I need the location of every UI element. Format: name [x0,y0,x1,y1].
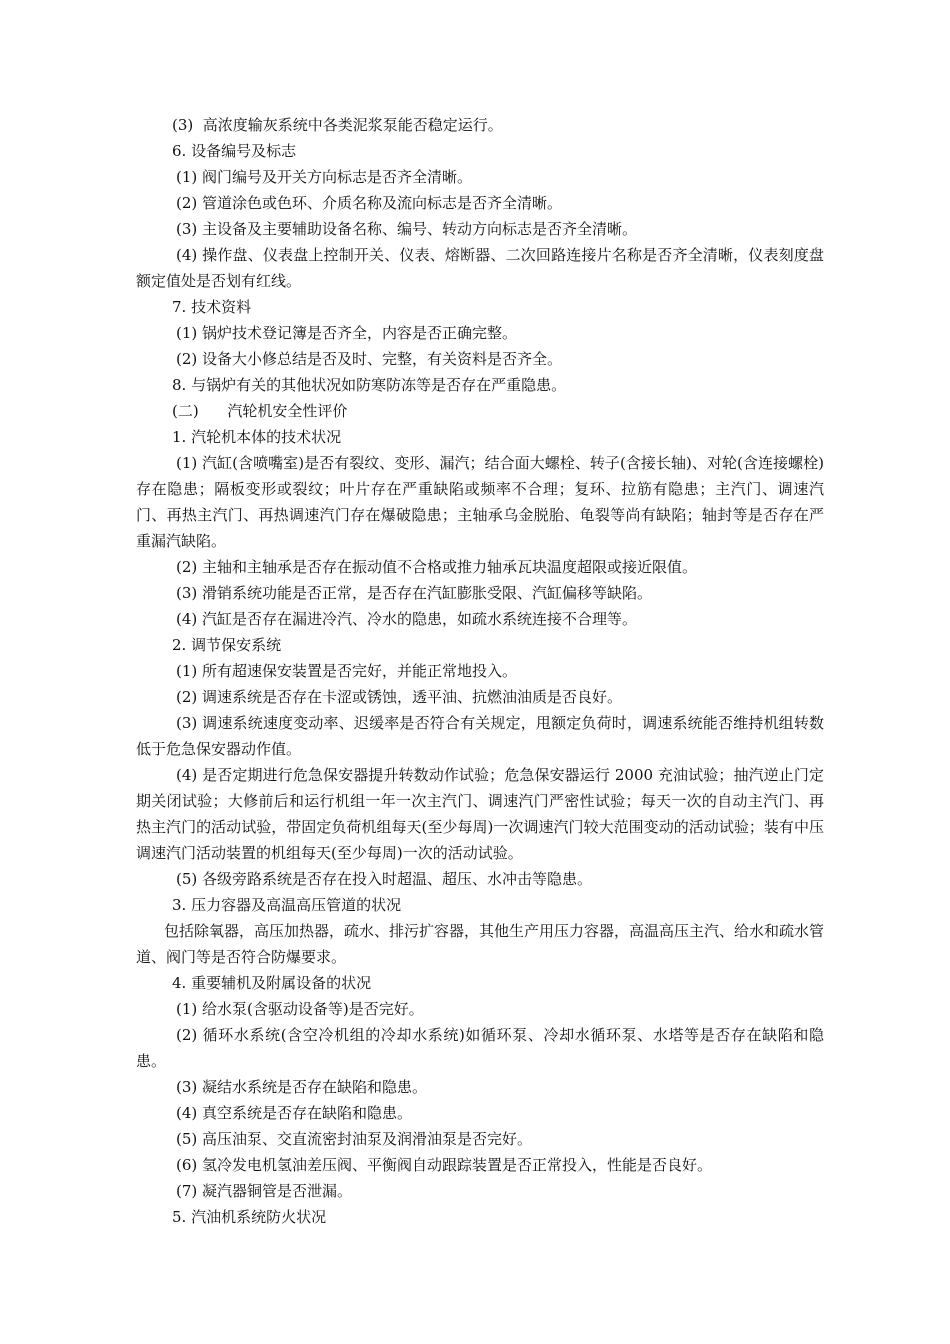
item-t2-1: (1) 所有超速保安装置是否完好，并能正常地投入。 [176,662,518,680]
heading-8-other-conditions: 8. 与锅炉有关的其他状况如防寒防冻等是否存在严重隐患。 [172,376,567,394]
item-6-3: (3) 主设备及主要辅助设备名称、编号、转动方向标志是否齐全清晰。 [176,220,638,238]
item-t4-5: (5) 高压油泵、交直流密封油泵及润滑油泵是否完好。 [176,1130,533,1148]
item-t1-3: (3) 滑销系统功能是否正常，是否存在汽缸膨胀受限、汽缸偏移等缺陷。 [176,584,653,602]
item-t4-3: (3) 凝结水系统是否存在缺陷和隐患。 [176,1078,428,1096]
heading-4-auxiliaries: 4. 重要辅机及附属设备的状况 [172,974,372,992]
item-t4-4: (4) 真空系统是否存在缺陷和隐患。 [176,1104,413,1122]
section-2-turbine-safety: (二) 汽轮机安全性评价 [172,402,348,420]
item-t2-2: (2) 调速系统是否存在卡涩或锈蚀，透平油、抗燃油油质是否良好。 [176,688,623,706]
item-7-1: (1) 锅炉技术登记簿是否齐全，内容是否正确完整。 [176,324,518,342]
heading-1-turbine-body: 1. 汽轮机本体的技术状况 [172,428,342,446]
heading-6-equipment-marking: 6. 设备编号及标志 [172,142,297,160]
item-t1-2: (2) 主轴和主轴承是否存在振动值不合格或推力轴承瓦块温度超限或接近限值。 [176,558,698,576]
heading-3-pressure-vessels: 3. 压力容器及高温高压管道的状况 [172,896,402,914]
heading-2-governing-system: 2. 调节保安系统 [172,636,282,654]
document-body [136,112,824,1230]
item-t1-4: (4) 汽缸是否存在漏进冷汽、冷水的隐患，如疏水系统连接不合理等。 [176,610,638,628]
item-t4-2: (2) 循环水系统(含空冷机组的冷却水系统)如循环泵、冷却水循环泵、水塔等是否存在缺陷和隐患。 [136,1026,824,1070]
item-t2-5: (5) 各级旁路系统是否存在投入时超温、超压、水冲击等隐患。 [176,870,593,888]
item-t4-6: (6) 氢冷发电机氢油差压阀、平衡阀自动跟踪装置是否正常投入，性能是否良好。 [176,1156,713,1174]
item-t2-4: (4) 是否定期进行危急保安器提升转数动作试验；危急保安器运行 2000 充油试验；抽汽逆止门定期关闭试验；大修前后和运行机组一年一次主汽门、调速汽门严密性试验；每天一次的自动主汽门、再热主汽门的活动试验，带固定负荷机组每天(至少每周)一次调速汽门较大范围变动的活动试验；装有中压调速汽门活动装置的机组每天(至少每周)一次的活动试验。 [136,766,824,862]
item-t2-3: (3) 调速系统速度变动率、迟缓率是否符合有关规定，甩额定负荷时，调速系统能否维持机组转数低于危急保安器动作值。 [136,714,824,758]
item-6-1: (1) 阀门编号及开关方向标志是否齐全清晰。 [176,168,473,186]
paragraph-pressure-vessels: 包括除氧器，高压加热器，疏水、排污扩容器，其他生产用压力容器，高温高压主汽、给水和疏水管道、阀门等是否符合防爆要求。 [136,922,825,966]
item-t4-1: (1) 给水泵(含驱动设备等)是否完好。 [176,1000,424,1018]
item-6-2: (2) 管道涂色或色环、介质名称及流向标志是否齐全清晰。 [176,194,563,212]
item-t4-7: (7) 凝汽器铜管是否泄漏。 [176,1182,353,1200]
item-3-slurry-pumps: (3) 高浓度输灰系统中各类泥浆泵能否稳定运行。 [172,116,503,134]
heading-5-fire-prevention: 5. 汽油机系统防火状况 [172,1208,327,1226]
item-7-2: (2) 设备大小修总结是否及时、完整，有关资料是否齐全。 [176,350,563,368]
item-6-4: (4) 操作盘、仪表盘上控制开关、仪表、熔断器、二次回路连接片名称是否齐全清晰，仪表刻度盘额定值处是否划有红线。 [136,246,824,290]
heading-7-technical-docs: 7. 技术资料 [172,298,252,316]
item-t1-1: (1) 汽缸(含喷嘴室)是否有裂纹、变形、漏汽；结合面大螺栓、转子(含接长轴)、对轮(含连接螺栓)存在隐患；隔板变形或裂纹；叶片存在严重缺陷或频率不合理；复环、拉筋有隐患；主汽门、调速汽门、再热主汽门、再热调速汽门存在爆破隐患；主轴承乌金脱胎、龟裂等尚有缺陷；轴封等是否存在严重漏汽缺陷。 [136,454,824,550]
